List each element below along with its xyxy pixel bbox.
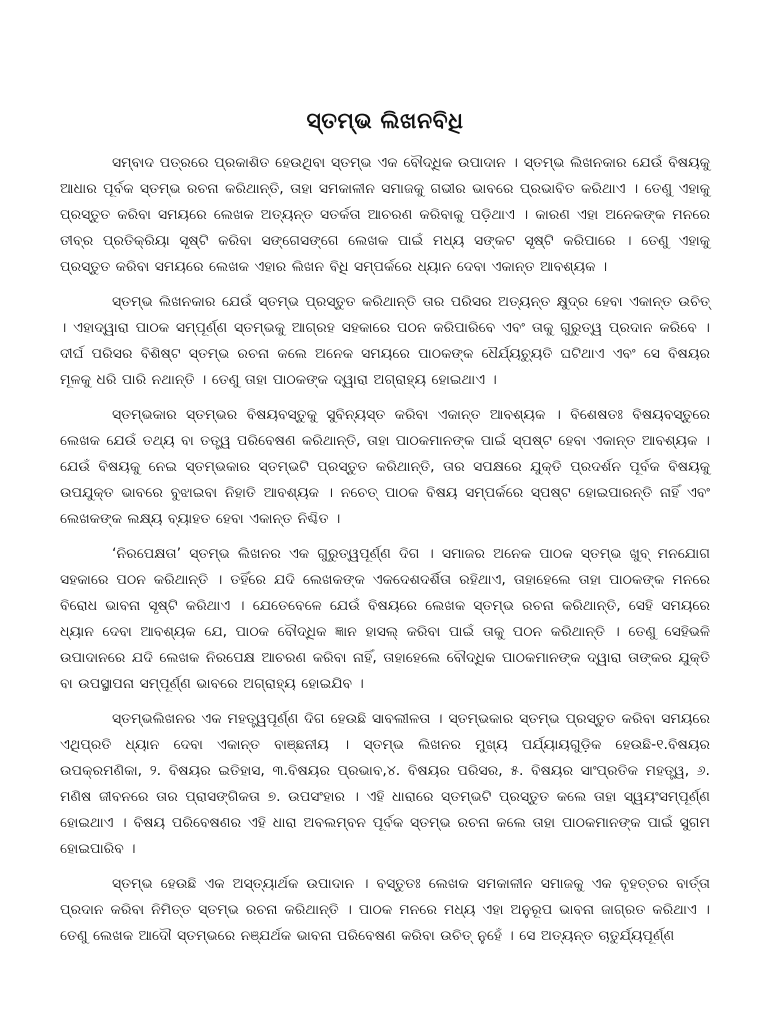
- paragraph-4: ‘ନିରପେକ୍ଷତା’ ସ୍ତମ୍ଭ ଲିଖନର ଏକ ଗୁରୁତ୍ୱପୂର୍ଣ୍ଣ ଦିଗ । ସମାଜର ଅନେକ ପାଠକ ସ୍ତମ୍ଭ ଖୁବ୍ ମନଯୋଗ ସହକାରେ ପଠନ କରିଥାନ୍ତି । ତହିଁରେ ଯଦି ଲେଖକଙ୍କ ଏକଦେଶଦର୍ଶିତା ରହିଥାଏ, ତାହାହେଲେ ତାହା ପାଠକଙ୍କ ମନରେ ବିରୋଧ ଭାବନା ସୃଷ୍ଟି କରିଥାଏ । ଯେତେବେଳେ ଯେଉଁ ବିଷୟରେ ଲେଖକ ସ୍ତମ୍ଭ ରଚନା କରିଥାନ୍ତି, ସେହି ସମୟରେ ଧ୍ୟାନ ଦେବା ଆବଶ୍ୟକ ଯେ, ପାଠକ ବୌଦ୍ଧିକ ଜ୍ଞାନ ହାସଲ୍ କରିବା ପାଇଁ ତାକୁ ପଠନ କରିଥାନ୍ତି । ତେଣୁ ସେହିଭଳି ଉପାଦାନରେ ଯଦି ଲେଖକ ନିରପେକ୍ଷ ଆଚରଣ କରିବା ନାହିଁ, ତାହାହେଲେ ବୌଦ୍ଧିକ ପାଠକମାନଙ୍କ ଦ୍ୱାରା ତାଙ୍କର ଯୁକ୍ତି ବା ଉପସ୍ଥାପନା ସମ୍ପୂର୍ଣ୍ଣ ଭାବରେ ଅଗ୍ରାହ୍ୟ ହୋଇଯିବ ।: [60, 546, 710, 692]
- body-text: [60, 150, 710, 949]
- paragraph-5: ସ୍ତମ୍ଭଲିଖନର ଏକ ମହତ୍ତ୍ୱପୂର୍ଣ୍ଣ ଦିଗ ହେଉଛି ସାବଲୀଳତା । ସ୍ତମ୍ଭକାର ସ୍ତମ୍ଭ ପ୍ରସ୍ତୁତ କରିବା ସମୟରେ ଏଥିପ୍ରତି ଧ୍ୟାନ ଦେବା ଏକାନ୍ତ ବାଞ୍ଛନୀୟ । ସ୍ତମ୍ଭ ଲିଖନର ମୁଖ୍ୟ ପର୍ଯ୍ୟାୟଗୁଡ଼ିକ ହେଉଛି-୧.ବିଷୟର ଉପକ୍ରମଣିକା, ୨. ବିଷୟର ଇତିହାସ, ୩.ବିଷୟର ପ୍ରଭାବ,୪. ବିଷୟର ପରିସର, ୫. ବିଷୟର ସାଂପ୍ରତିକ ମହତ୍ତ୍ୱ, ୬. ମଣିଷ ଜୀବନରେ ତାର ପ୍ରାସଙ୍ଗିକତା ୭. ଉପସଂହାର । ଏହି ଧାରାରେ ସ୍ତମ୍ଭଟି ପ୍ରସ୍ତୁତ କଲେ ତାହା ସ୍ୱୟଂସମ୍ପୂର୍ଣ୍ଣ ହୋଇଥାଏ । ବିଷୟ ପରିବେଷଣର ଏହି ଧାରା ଅବଲମ୍ବନ ପୂର୍ବକ ସ୍ତମ୍ଭ ରଚନା କଲେ ତାହା ପାଠକମାନଙ୍କ ପାଇଁ ସୁଗମ ହୋଇପାରିବ ।: [60, 711, 710, 857]
- paragraph-1: ସମ୍ବାଦ ପତ୍ରରେ ପ୍ରକାଶିତ ହେଉଥିବା ସ୍ତମ୍ଭ ଏକ ବୌଦ୍ଧିକ ଉପାଦାନ । ସ୍ତମ୍ଭ ଲିଖନକାର ଯେଉଁ ବିଷୟକୁ ଆଧାର ପୂର୍ବକ ସ୍ତମ୍ଭ ରଚନା କରିଥାନ୍ତି, ତାହା ସମକାଳୀନ ସମାଜକୁ ଗଭୀର ଭାବରେ ପ୍ରଭାବିତ କରିଥାଏ । ତେଣୁ ଏହାକୁ ପ୍ରସ୍ତୁତ କରିବା ସମୟରେ ଲେଖକ ଅତ୍ୟନ୍ତ ସତର୍କତା ଆଚରଣ କରିବାକୁ ପଡ଼ିଥାଏ । କାରଣ ଏହା ଅନେକଙ୍କ ମନରେ ତୀବ୍ର ପ୍ରତିକ୍ରିୟା ସୃଷ୍ଟି କରିବା ସଙ୍ଗେସଙ୍ଗେ ଲେଖକ ପାଇଁ ମଧ୍ୟ ସଙ୍କଟ ସୃଷ୍ଟି କରିପାରେ । ତେଣୁ ଏହାକୁ ପ୍ରସ୍ତୁତ କରିବା ସମୟରେ ଲେଖକ ଏହାର ଲିଖନ ବିଧି ସମ୍ପର୍କରେ ଧ୍ୟାନ ଦେବା ଏକାନ୍ତ ଆବଶ୍ୟକ ।: [60, 155, 710, 275]
- paragraph-3: ସ୍ତମ୍ଭକାର ସ୍ତମ୍ଭର ବିଷୟବସ୍ତୁକୁ ସୁବିନ୍ୟସ୍ତ କରିବା ଏକାନ୍ତ ଆବଶ୍ୟକ । ବିଶେଷତଃ ବିଷୟବସ୍ତୁରେ ଲେଖକ ଯେଉଁ ତଥ୍ୟ ବା ତତ୍ତ୍ୱ ପରିବେଷଣ କରିଥାନ୍ତି, ତାହା ପାଠକମାନଙ୍କ ପାଇଁ ସ୍ପଷ୍ଟ ହେବା ଏକାନ୍ତ ଆବଶ୍ୟକ । ଯେଉଁ ବିଷୟକୁ ନେଇ ସ୍ତମ୍ଭକାର ସ୍ତମ୍ଭଟି ପ୍ରସ୍ତୁତ କରିଥାନ୍ତି, ତାର ସପକ୍ଷରେ ଯୁକ୍ତି ପ୍ରଦର୍ଶନ ପୂର୍ବକ ବିଷୟକୁ ଉପଯୁକ୍ତ ଭାବରେ ବୁଝାଇବା ନିହାତି ଆବଶ୍ୟକ । ନଚେତ୍ ପାଠକ ବିଷୟ ସମ୍ପର୍କରେ ସ୍ପଷ୍ଟ ହୋଇପାରନ୍ତି ନାହିଁ ଏବଂ ଲେଖକଙ୍କ ଲକ୍ଷ୍ୟ ବ୍ୟାହତ ହେବା ଏକାନ୍ତ ନିଶ୍ଚିତ ।: [60, 407, 710, 527]
- paragraph-6: ସ୍ତମ୍ଭ ହେଉଛି ଏକ ଅସ୍ତ୍ୟାର୍ଥକ ଉପାଦାନ । ବସ୍ତୁତଃ ଲେଖକ ସମକାଳୀନ ସମାଜକୁ ଏକ ବୃହତ୍ତର ବାର୍ତ୍ତା ପ୍ରଦାନ କରିବା ନିମିତ୍ତ ସ୍ତମ୍ଭ ରଚନା କରିଥାନ୍ତି । ପାଠକ ମନରେ ମଧ୍ୟ ଏହା ଅନୁରୂପ ଭାବନା ଜାଗ୍ରତ କରିଥାଏ । ତେଣୁ ଲେଖକ ଆଦୌ ସ୍ତମ୍ଭରେ ନଞ୍ଯର୍ଥକ ଭାବନା ପରିବେଷଣ କରିବା ଉଚିତ୍ ନୁହେଁ । ସେ ଅତ୍ୟନ୍ତ ଚାତୁର୍ଯ୍ୟପୂର୍ଣ୍ଣ: [60, 876, 710, 944]
- paragraph-2: ସ୍ତମ୍ଭ ଲିଖନକାର ଯେଉଁ ସ୍ତମ୍ଭ ପ୍ରସ୍ତୁତ କରିଥାନ୍ତି ତାର ପରିସର ଅତ୍ୟନ୍ତ କ୍ଷୁଦ୍ର ହେବା ଏକାନ୍ତ ଉଚିତ୍ । ଏହାଦ୍ୱାରା ପାଠକ ସମ୍ପୂର୍ଣ୍ଣ ସ୍ତମ୍ଭକୁ ଆଗ୍ରହ ସହକାରେ ପଠନ କରିପାରିବେ ଏବଂ ତାକୁ ଗୁରୁତ୍ୱ ପ୍ରଦାନ କରିବେ । ଦୀର୍ଘ ପରିସର ବିଶିଷ୍ଟ ସ୍ତମ୍ଭ ରଚନା କଲେ ଅନେକ ସମୟରେ ପାଠକଙ୍କ ଧୈର୍ଯ୍ୟଚ୍ୟୁତି ଘଟିଥାଏ ଏବଂ ସେ ବିଷୟର ମୂଳକୁ ଧରି ପାରି ନଥାନ୍ତି । ତେଣୁ ତାହା ପାଠକଙ୍କ ଦ୍ୱାରା ଅଗ୍ରାହ୍ୟ ହୋଇଥାଏ ।: [60, 294, 710, 388]
- page-title: ସ୍ତମ୍ଭ ଲିଖନବିଧି: [306, 109, 464, 134]
